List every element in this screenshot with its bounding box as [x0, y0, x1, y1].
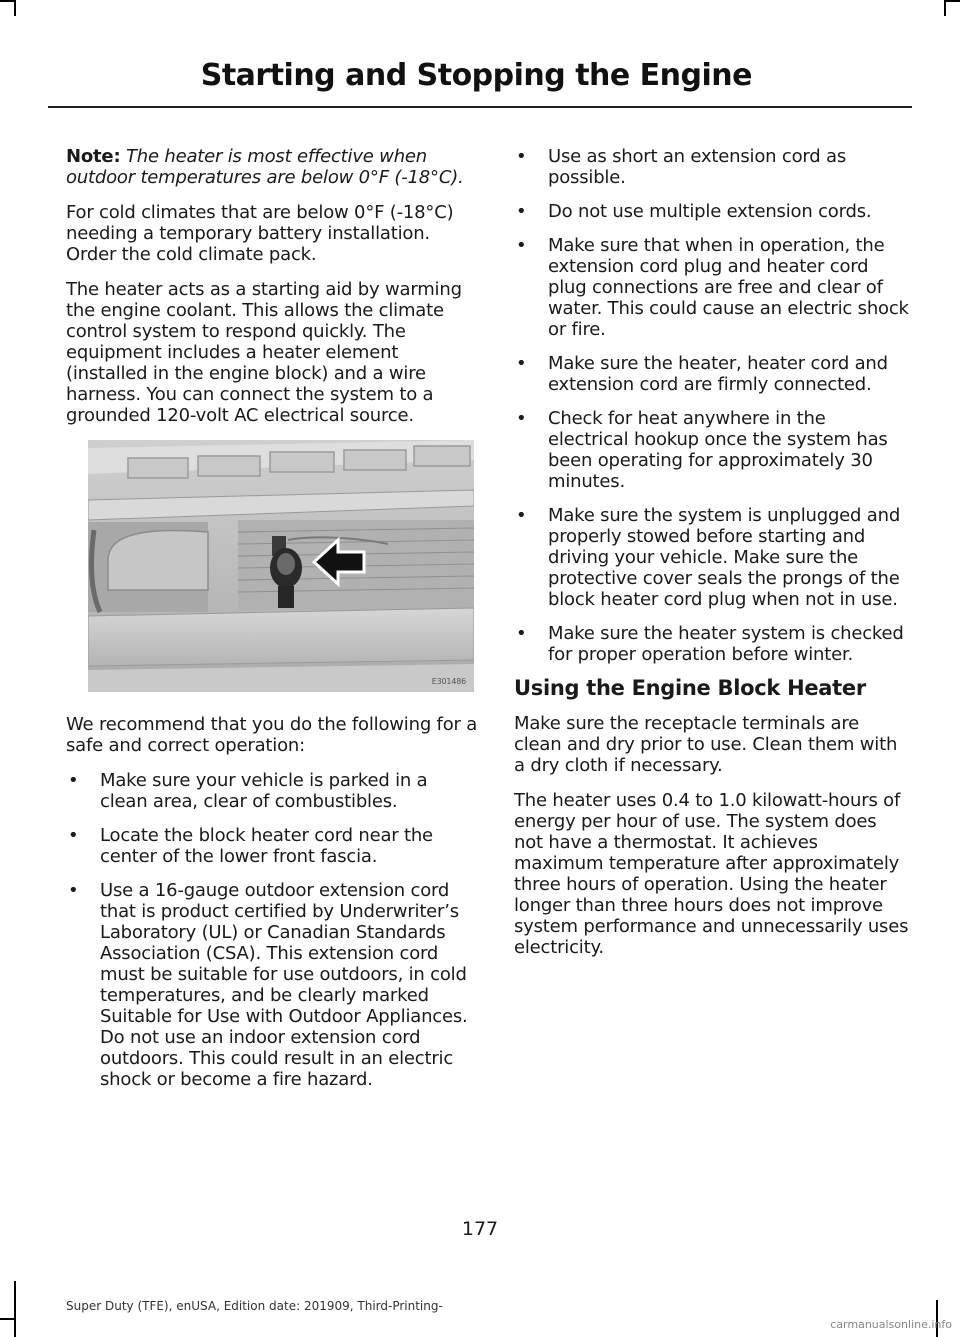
figure-code: E301486	[431, 677, 466, 686]
note	[66, 146, 478, 188]
block-heater-plug-image	[88, 440, 474, 692]
left-bullet-list	[66, 770, 478, 1090]
page-number: 177	[461, 1218, 499, 1240]
watermark: carmanualsonline.info	[830, 1318, 952, 1331]
header-divider	[48, 106, 912, 108]
paragraph-heater-description: The heater acts as a starting aid by warming the engine coolant. This allows the climate control system to respond quickly. The equipment includes a heater element (installed in the engine block) and a wire harness. You can connect the system to a grounded 120-volt AC electrical source.	[66, 279, 462, 426]
crop-mark-top-left-v	[14, 0, 16, 16]
list-item: • Make sure the system is unplugged and properly stowed before starting and driving your vehicle. Make sure the protective cover seals the prongs of the block heater cord plug when not in use.	[514, 505, 910, 610]
crop-mark-bottom-left	[0, 1318, 14, 1320]
right-column	[514, 146, 910, 972]
left-column	[66, 146, 478, 1103]
list-item: • Locate the block heater cord near the center of the lower front fascia.	[66, 825, 478, 867]
list-item: • Use as short an extension cord as possible.	[514, 146, 910, 188]
page-title: Starting and Stopping the Engine	[200, 58, 752, 93]
list-item: • Make sure the heater system is checked for proper operation before winter.	[514, 623, 910, 665]
paragraph-energy-use: The heater uses 0.4 to 1.0 kilowatt-hours of energy per hour of use. The system does not have a thermostat. It achieves maximum temperature after approximately three hours of operation. Using the heater longer than three hours does not improve system performance and unnecessarily uses electricity.	[514, 790, 909, 958]
crop-mark-bottom-left-v	[14, 1281, 16, 1337]
note-label: Note:	[66, 146, 121, 167]
list-item: • Make sure your vehicle is parked in a clean area, clear of combustibles.	[66, 770, 478, 812]
note-text: The heater is most effective when outdoor temperatures are below 0°F (-18°C).	[66, 146, 464, 188]
list-item: • Make sure the heater, heater cord and extension cord are firmly connected.	[514, 353, 910, 395]
crop-mark-top-left	[0, 0, 14, 2]
list-item: • Use a 16-gauge outdoor extension cord that is product certified by Underwriter’s Laboratory (UL) or Canadian Standards Association (CSA). This extension cord must be suitable for use outdoors, in cold temperatures, and be clearly marked Suitable for Use with Outdoor Appliances. Do not use an indoor extension cord outdoors. This could result in an electric shock or become a fire hazard.	[66, 880, 478, 1090]
engine-block-heater-illustration	[88, 440, 474, 692]
right-bullet-list	[514, 146, 910, 665]
list-item: • Do not use multiple extension cords.	[514, 201, 910, 222]
footer-edition: Super Duty (TFE), enUSA, Edition date: 201909, Third-Printing-	[66, 1299, 443, 1313]
list-item: • Make sure that when in operation, the extension cord plug and heater cord plug connections are free and clear of water. This could cause an electric shock or fire.	[514, 235, 910, 340]
paragraph-receptacle: Make sure the receptacle terminals are clean and dry prior to use. Clean them with a dry cloth if necessary.	[514, 713, 898, 776]
crop-mark-top-right-v	[944, 0, 946, 16]
list-item: • Check for heat anywhere in the electrical hookup once the system has been operating for approximately 30 minutes.	[514, 408, 910, 492]
crop-mark-top-right	[946, 0, 960, 2]
intro-safe-operation: We recommend that you do the following for a safe and correct operation:	[66, 714, 478, 756]
section-heading: Using the Engine Block Heater	[514, 676, 866, 700]
paragraph-cold-climate: For cold climates that are below 0°F (-18°C) needing a temporary battery installation. Order the cold climate pack.	[66, 202, 454, 265]
